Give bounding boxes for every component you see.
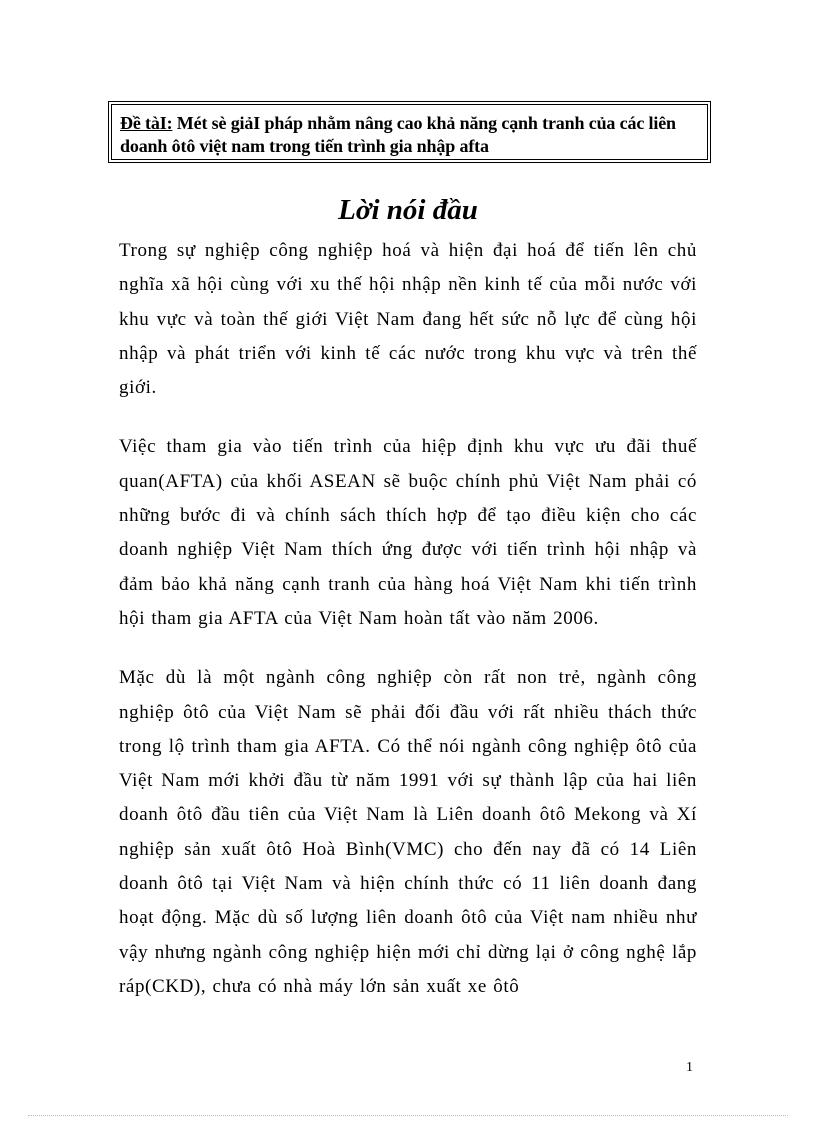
section-heading: Lời nói đầu — [338, 194, 478, 226]
page-number: 1 — [686, 1060, 693, 1075]
paragraph-3: Mặc dù là một ngành công nghiệp còn rất non trẻ, ngành công nghiệp ôtô của Việt Nam sẽ phải đối đầu với rất nhiều thách thức trong lộ trình tham gia AFTA. Có thể nói ngành công nghiệp ôtô của Việt Nam mới khởi đầu từ năm 1991 với sự thành lập của hai liên doanh ôtô đầu tiên của Việt Nam là Liên doanh ôtô Mekong và Xí nghiệp sản xuất ôtô Hoà Bình(VMC) cho đến nay đã có 14 Liên doanh ôtô tại Việt Nam và hiện chính thức có 11 liên doanh đang hoạt động. Mặc dù số lượng liên doanh ôtô của Việt nam nhiều như vậy nhưng ngành công nghiệp hiện mới chỉ dừng lại ở công nghệ lắp ráp(CKD), chưa có nhà máy lớn sản xuất xe ôtô — [119, 667, 697, 997]
paragraph-2: Việc tham gia vào tiến trình của hiệp định khu vực ưu đãi thuế quan(AFTA) của khối ASEAN sẽ buộc chính phủ Việt Nam phải có những bước đi và chính sách thích hợp để tạo điều kiện cho các doanh nghiệp Việt Nam thích ứng được với tiến trình hội nhập và đảm bảo khả năng cạnh tranh của hàng hoá Việt Nam khi tiến trình hội tham gia AFTA của Việt Nam hoàn tất vào năm 2006. — [119, 436, 697, 629]
page-bottom-divider — [28, 1115, 788, 1116]
title-text: Mét sè giảI pháp nhằm nâng cao khả năng cạnh tranh của các liên doanh ôtô việt nam trong tiến trình gia nhập afta — [120, 113, 676, 156]
title-label: Đề tàI: — [120, 113, 173, 133]
body-content — [119, 234, 697, 1004]
paragraph-1: Trong sự nghiệp công nghiệp hoá và hiện đại hoá để tiến lên chủ nghĩa xã hội cùng với xu thế hội nhập nền kinh tế của mỗi nước với khu vực và toàn thế giới Việt Nam đang hết sức nỗ lực để cùng hội nhập và phát triển với kinh tế các nước trong khu vực và trên thế giới. — [119, 240, 697, 399]
document-title — [120, 112, 699, 158]
title-box — [108, 101, 711, 163]
